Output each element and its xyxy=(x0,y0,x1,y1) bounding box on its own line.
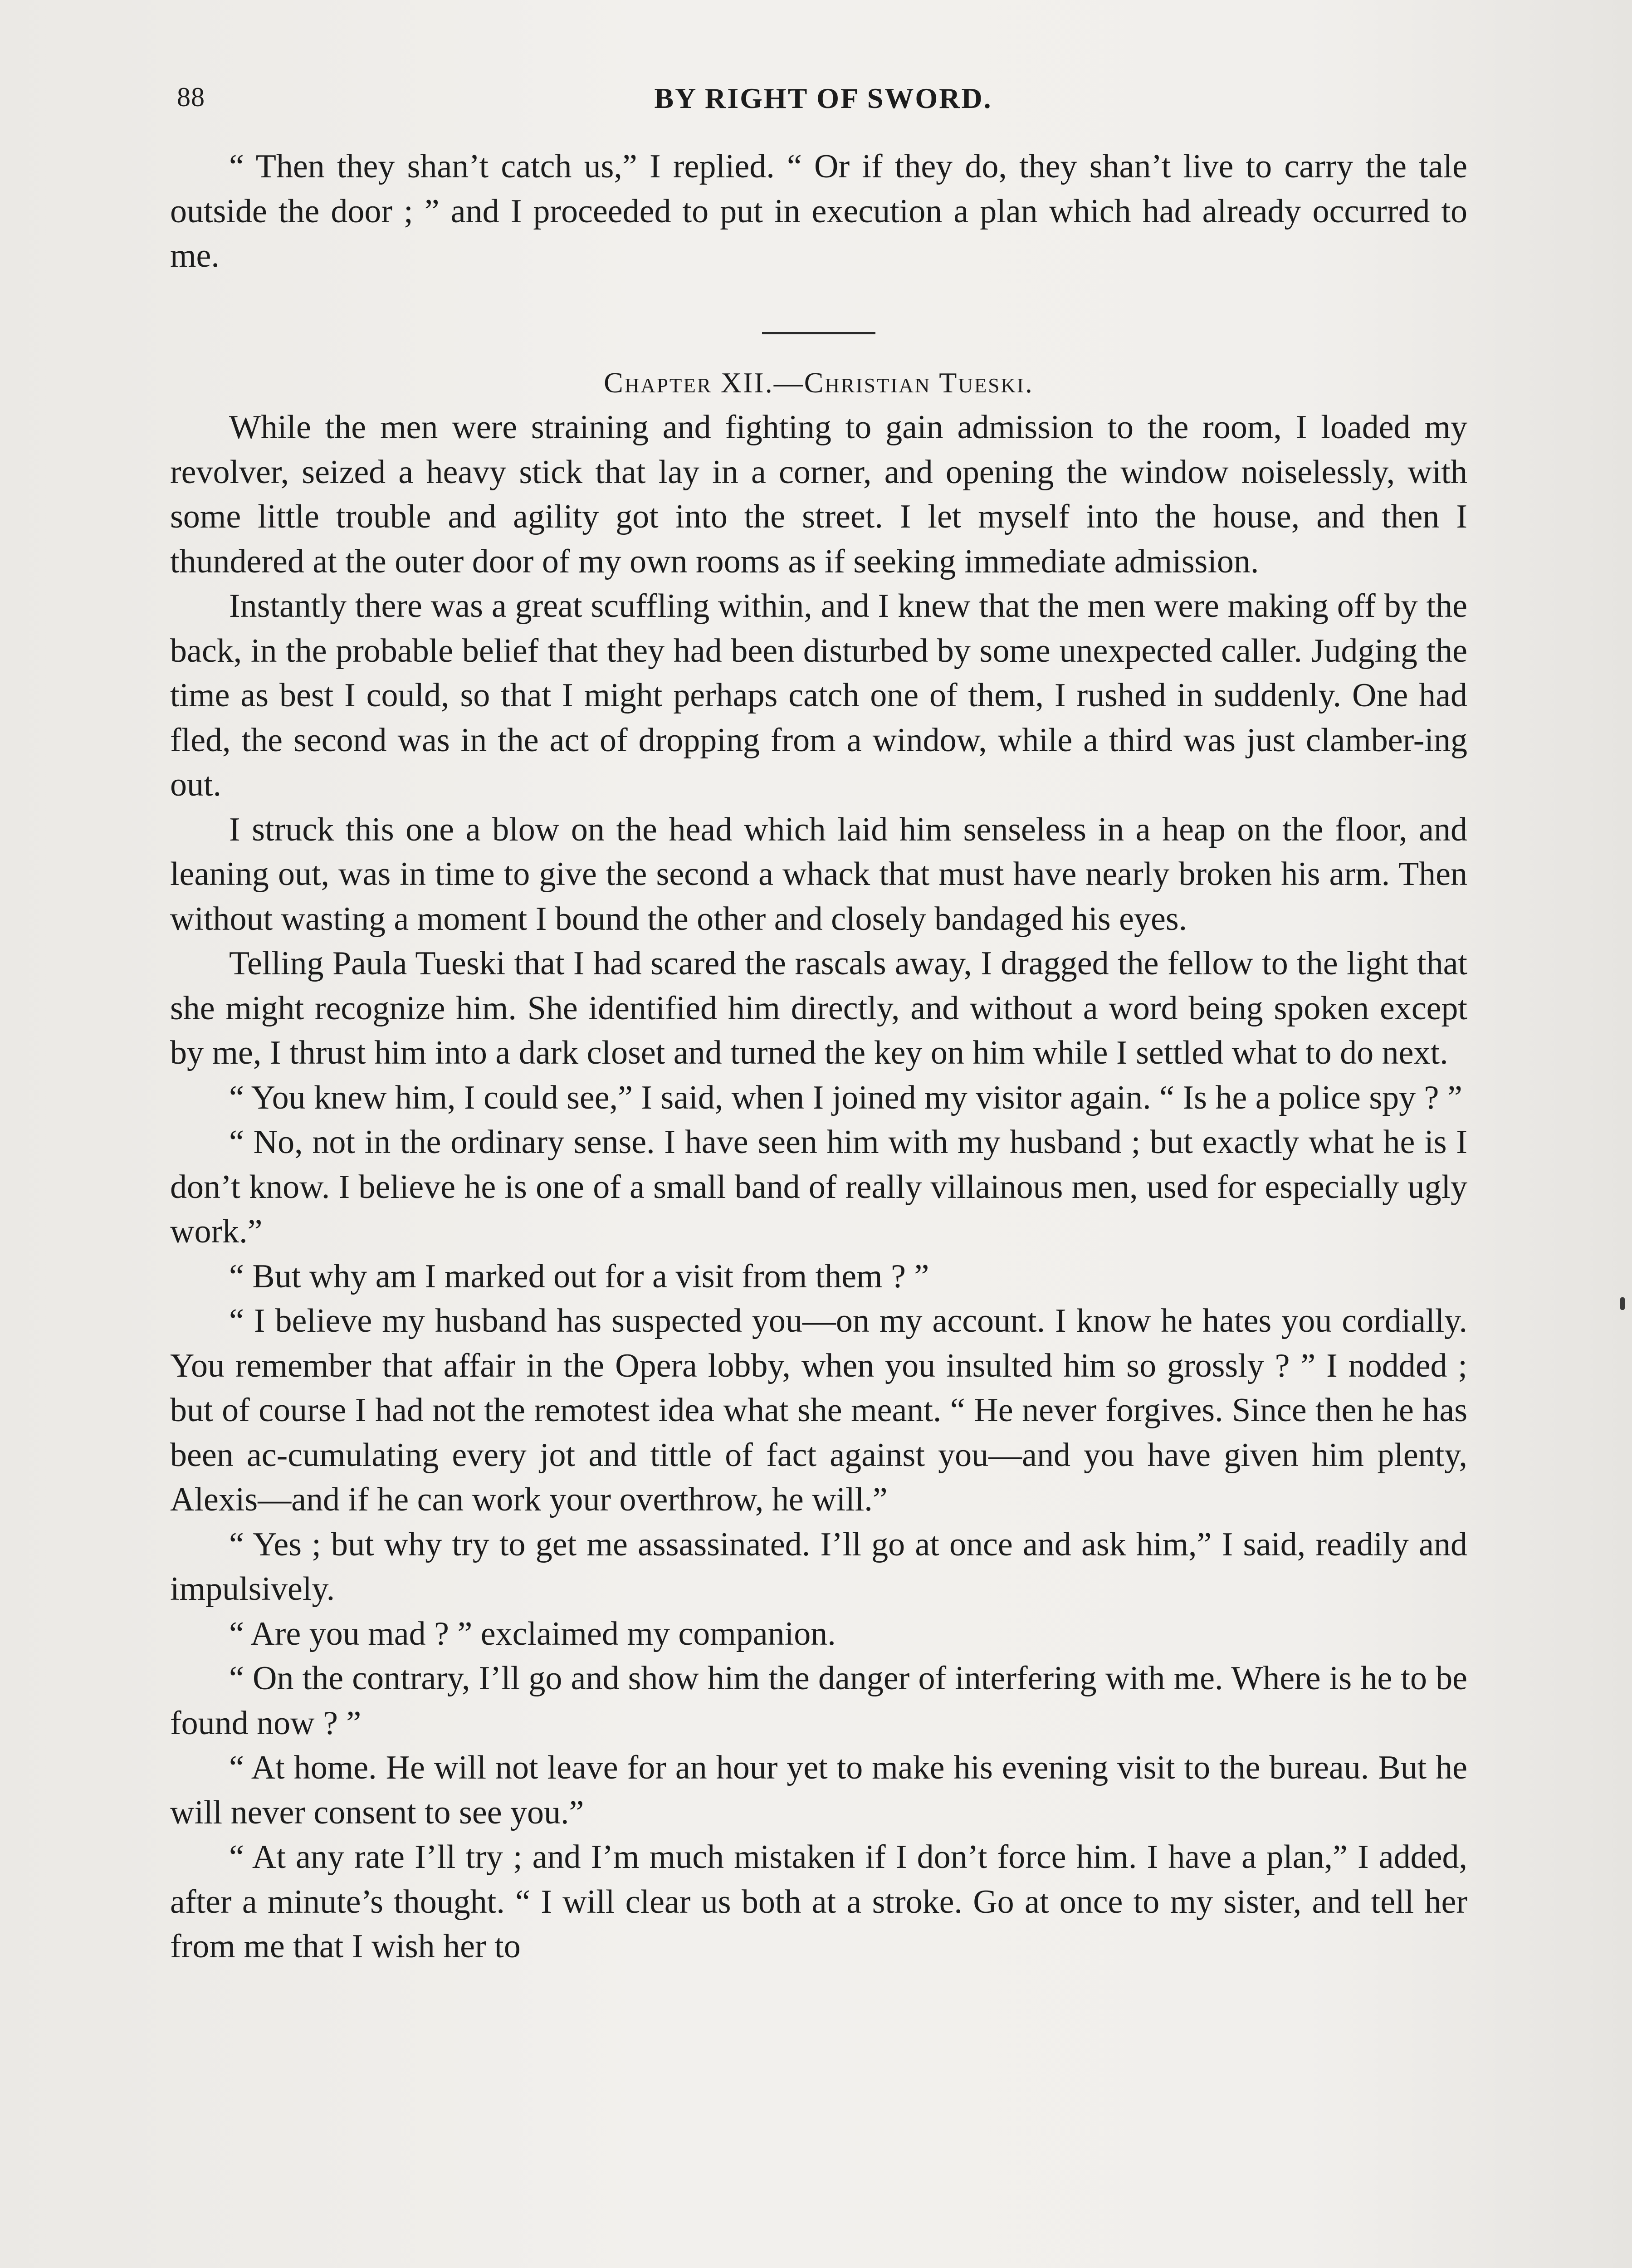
chapter-title: Christian Tueski. xyxy=(804,366,1034,399)
chapter-separator: — xyxy=(773,366,804,399)
running-head: BY RIGHT OF SWORD. xyxy=(654,82,992,114)
margin-speck xyxy=(1620,1297,1625,1310)
page-header xyxy=(177,82,1470,122)
paragraph: “ Yes ; but why try to get me assassinated. I’ll go at once and ask him,” I said, readily and impulsively. xyxy=(170,1525,1467,1608)
chapter-heading xyxy=(170,361,1467,406)
section-divider xyxy=(762,332,875,334)
paragraph: Instantly there was a great scuffling within, and I knew that the men were making off by the back, in the probable belief that they had been disturbed by some unexpected caller. Judging the time as best I could, so that I might perhaps catch one of them, I rushed in suddenly. One had fled, the second was in the act of dropping from a window, while a third was just clamber-ing out. xyxy=(170,587,1467,803)
paragraph: “ No, not in the ordinary sense. I have seen him with my husband ; but exactly what he is I don’t know. I believe he is one of a small band of really villainous men, used for especially ugly work.” xyxy=(170,1124,1467,1250)
paragraph: “ I believe my husband has suspected you—on my account. I know he hates you cordially. You remember that affair in the Opera lobby, when you insulted him so grossly ? ” I nodded ; but of course I had not the remotest idea what she meant. “ He never forgives. Since then he has been ac-cumulating every jot and tittle of fact against you—and you have given him plenty, Alexis—and if he can work your overthrow, he will.” xyxy=(170,1302,1467,1518)
page-number: 88 xyxy=(177,82,205,112)
chapter-number: Chapter XII. xyxy=(604,366,774,399)
paragraph: “ Are you mad ? ” exclaimed my companion. xyxy=(229,1615,836,1652)
paragraph: I struck this one a blow on the head which laid him senseless in a heap on the floor, and leaning out, was in time to give the second a whack that must have nearly broken his arm. Then without wasting a moment I bound the other and closely bandaged his eyes. xyxy=(170,811,1467,938)
paragraph: “ On the contrary, I’ll go and show him the danger of interfering with me. Where is he to be found now ? ” xyxy=(170,1660,1467,1742)
body-text xyxy=(170,144,1467,1969)
paragraph: “ At home. He will not leave for an hour yet to make his evening visit to the bureau. But he will never consent to see you.” xyxy=(170,1749,1467,1831)
paragraph: “ But why am I marked out for a visit from them ? ” xyxy=(229,1257,929,1295)
paragraph: “ You knew him, I could see,” I said, when I joined my visitor again. “ Is he a police spy ? ” xyxy=(229,1079,1462,1116)
opening-paragraph: “ Then they shan’t catch us,” I replied. “ Or if they do, they shan’t live to carry the tale outside the door ; ” and I proceeded to put in execution a plan which had already occurred to me. xyxy=(170,148,1467,274)
paragraph: Telling Paula Tueski that I had scared the rascals away, I dragged the fellow to the light that she might recognize him. She identified him directly, and without a word being spoken except by me, I thrust him into a dark closet and turned the key on him while I settled what to do next. xyxy=(170,945,1467,1071)
paragraph: “ At any rate I’ll try ; and I’m much mistaken if I don’t force him. I have a plan,” I added, after a minute’s thought. “ I will clear us both at a stroke. Go at once to my sister, and tell her from me that I wish her to xyxy=(170,1838,1467,1965)
paragraph: While the men were straining and fighting to gain admission to the room, I loaded my revolver, seized a heavy stick that lay in a corner, and opening the window noiselessly, with some little trouble and agility got into the street. I let myself into the house, and then I thundered at the outer door of my own rooms as if seeking immediate admission. xyxy=(170,409,1467,580)
